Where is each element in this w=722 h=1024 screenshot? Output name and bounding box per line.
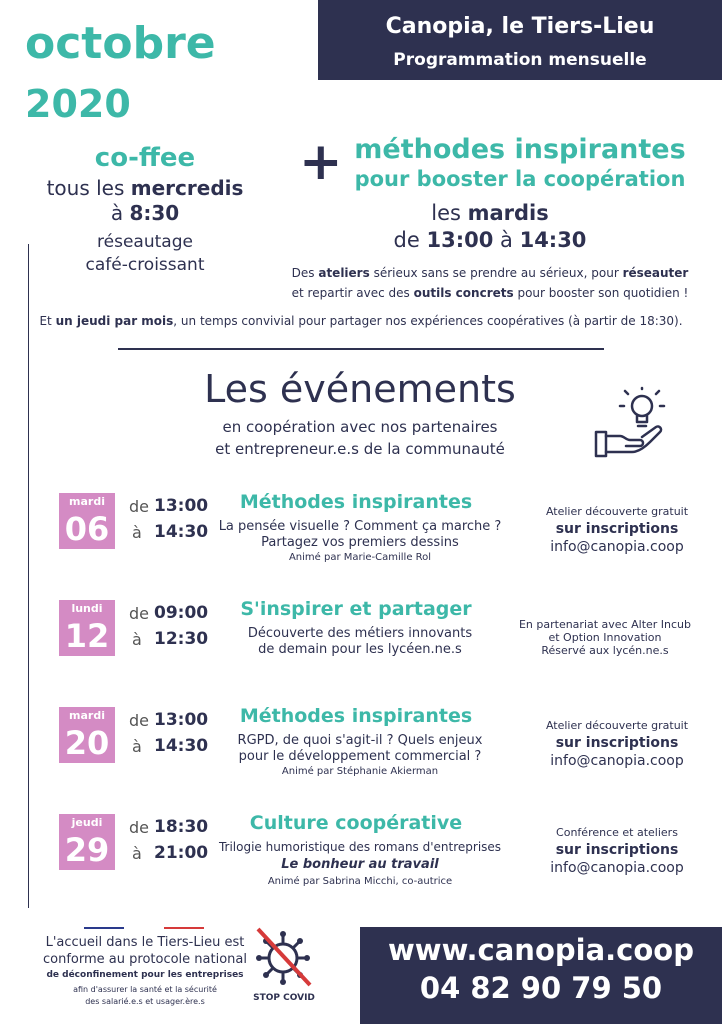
methodes-days: les mardis: [431, 201, 549, 225]
event-host: Animé par Stéphanie Akierman: [281, 766, 439, 777]
event-desc-1: Découverte des métiers innovants: [247, 626, 473, 641]
event-date-badge: [59, 493, 115, 549]
coffee-desc-2: café-croissant: [85, 255, 205, 275]
event-email-link[interactable]: info@canopia.coop: [550, 539, 684, 555]
event-registration: sur inscriptions: [555, 521, 679, 537]
stop-covid-label: STOP COVID: [253, 993, 315, 1003]
event-time-from-label: de: [129, 711, 149, 730]
protocol-line-1: L'accueil dans le Tiers-Lieu est: [45, 935, 245, 950]
event-day-number: 29: [64, 831, 110, 869]
section-divider: [118, 348, 604, 350]
event-time-from-label: de: [129, 497, 149, 516]
protocol-line-3: de déconfinement pour les entreprises: [46, 970, 244, 980]
header-subtitle: Programmation mensuelle: [393, 50, 647, 70]
phone-number[interactable]: 04 82 90 79 50: [419, 971, 663, 1005]
event-end-time: 12:30: [154, 629, 209, 649]
events-subtitle-2: et entrepreneur.e.s de la communauté: [215, 440, 505, 458]
event-time-from-label: de: [129, 818, 149, 837]
event-title: Méthodes inspirantes: [239, 705, 473, 727]
month-title: octobre: [25, 18, 216, 69]
events-subtitle-1: en coopération avec nos partenaires: [222, 418, 498, 436]
event-side-note-2: et Option Innovation: [548, 631, 662, 644]
event-side-note-3: Réservé aux lycén.ne.s: [541, 644, 669, 657]
event-host: Animé par Marie-Camille Rol: [288, 552, 432, 563]
jeudi-monthly-note: Et un jeudi par mois, un temps convivial pour partager nos expériences coopératives (à partir de 18:30).: [39, 314, 683, 328]
protocol-line-5: des salarié.e.s et usager.ère.s: [85, 997, 205, 1006]
event-weekday: mardi: [69, 495, 105, 508]
protocol-line-2: conforme au protocole national: [43, 952, 247, 967]
event-date-badge: [59, 600, 115, 656]
contact-banner: [360, 927, 722, 1024]
event-desc-2: de demain pour les lycéen.ne.s: [258, 642, 462, 657]
flag-blue-line: [84, 927, 124, 929]
coffee-title: co-ffee: [94, 143, 196, 173]
event-title: Culture coopérative: [249, 812, 463, 834]
event-time-from-label: de: [129, 604, 149, 623]
event-registration: sur inscriptions: [555, 842, 679, 858]
event-email-link[interactable]: info@canopia.coop: [550, 860, 684, 876]
flag-red-line: [164, 927, 204, 929]
event-day-number: 20: [64, 724, 110, 762]
event-side-note: Conférence et ateliers: [556, 826, 678, 839]
event-weekday: lundi: [71, 602, 103, 615]
event-end-time: 21:00: [154, 843, 209, 863]
methodes-subtitle: pour booster la coopération: [354, 167, 686, 191]
event-day-number: 12: [64, 617, 110, 655]
event-time-to-label: à: [132, 523, 142, 542]
header-banner: [318, 0, 722, 80]
methodes-description: Des ateliers sérieux sans se prendre au sérieux, pour réseauter et repartir avec des outils concrets pour booster son quotidien !: [291, 266, 689, 300]
header-title: Canopia, le Tiers-Lieu: [385, 14, 655, 39]
coffee-schedule-days: tous les mercredis: [46, 176, 244, 200]
plus-sign: +: [299, 132, 343, 192]
event-registration: sur inscriptions: [555, 735, 679, 751]
event-side-note-1: En partenariat avec Alter Incub: [518, 618, 692, 631]
event-start-time: 13:00: [154, 496, 209, 516]
event-date-badge: [59, 707, 115, 763]
event-desc-2: pour le développement commercial ?: [238, 749, 482, 764]
event-desc-1: La pensée visuelle ? Comment ça marche ?: [218, 519, 502, 534]
event-desc-1: Trilogie humoristique des romans d'entreprises: [218, 840, 502, 854]
event-start-time: 13:00: [154, 710, 209, 730]
coffee-schedule-time: à 8:30: [110, 201, 180, 225]
event-weekday: jeudi: [71, 816, 103, 829]
coffee-desc-1: réseautage: [97, 232, 193, 252]
event-start-time: 09:00: [154, 603, 209, 623]
event-weekday: mardi: [69, 709, 105, 722]
event-desc-1: RGPD, de quoi s'agit-il ? Quels enjeux: [237, 733, 483, 748]
event-host: Animé par Sabrina Micchi, co-autrice: [267, 876, 453, 887]
event-start-time: 18:30: [154, 817, 209, 837]
event-end-time: 14:30: [154, 522, 209, 542]
event-time-to-label: à: [132, 844, 142, 863]
event-title: S'inspirer et partager: [240, 598, 472, 620]
event-email-link[interactable]: info@canopia.coop: [550, 753, 684, 769]
bulb-hand-icon: [592, 386, 676, 462]
event-side-note: Atelier découverte gratuit: [545, 719, 689, 732]
event-side-note: Atelier découverte gratuit: [545, 505, 689, 518]
event-desc-2: Partagez vos premiers dessins: [261, 535, 459, 550]
event-time-to-label: à: [132, 630, 142, 649]
event-day-number: 06: [64, 510, 110, 548]
event-date-badge: [59, 814, 115, 870]
protocol-line-4: afin d'assurer la santé et la sécurité: [73, 985, 217, 994]
website-link[interactable]: www.canopia.coop: [388, 933, 694, 967]
methodes-title: méthodes inspirantes: [354, 134, 686, 165]
methodes-hours: de 13:00 à 14:30: [393, 228, 587, 252]
event-end-time: 14:30: [154, 736, 209, 756]
event-desc-2: Le bonheur au travail: [281, 857, 439, 872]
event-time-to-label: à: [132, 737, 142, 756]
event-title: Méthodes inspirantes: [239, 491, 473, 513]
events-title: Les événements: [204, 367, 516, 411]
year-title: 2020: [25, 82, 131, 126]
virus-crossed-icon: [252, 925, 314, 987]
left-vertical-rule: [28, 244, 29, 908]
